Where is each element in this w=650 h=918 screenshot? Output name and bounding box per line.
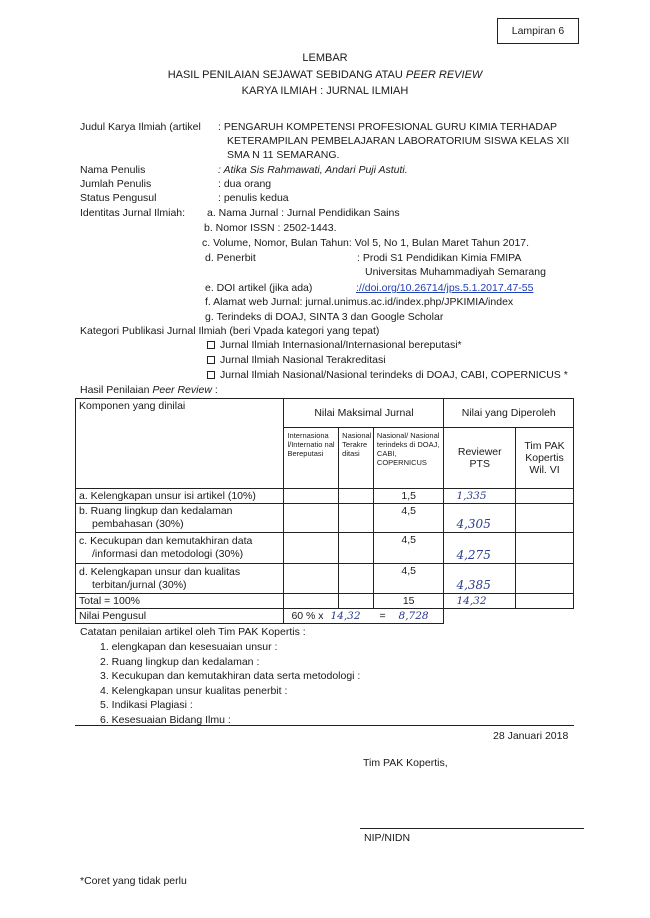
pengusul-formula <box>284 609 444 624</box>
row-b-label-1: b. Ruang lingkup dan kedalaman <box>79 505 233 517</box>
title-peer-review: PEER REVIEW <box>405 69 483 81</box>
header-internasional: Internasiona l/Internatio nal Bereputasi <box>284 428 339 489</box>
checkbox-internasional[interactable] <box>207 341 215 349</box>
footnote: *Coret yang tidak perlu <box>80 875 187 887</box>
kategori-option-terindeks[interactable] <box>207 369 568 381</box>
row-b-tim-pak <box>516 504 574 533</box>
title-hasil-prefix: HASIL PENILAIAN SEJAWAT SEBIDANG ATAU <box>167 69 406 81</box>
judul-value-3: SMA N 11 SEMARANG. <box>227 149 340 161</box>
pengusul-hand-value: 14,32 <box>330 610 361 622</box>
table-row-pengusul <box>76 609 574 624</box>
total-internasional <box>284 594 339 609</box>
penilaian-table <box>75 398 574 624</box>
alamat-web: f. Alamat web Jurnal: jurnal.unimus.ac.id/index.php/JPKIMIA/index <box>205 296 514 308</box>
jumlah-value: : dua orang <box>218 178 272 190</box>
row-d-label-1: d. Kelengkapan unsur dan kualitas <box>79 565 241 578</box>
judul-value-2: KETERAMPILAN PEMBELAJARAN LABORATORIUM SISWA KELAS XII <box>227 135 570 147</box>
doi-link[interactable]: ://doi.org/10.26714/jps.5.1.2017.47-55 <box>356 282 534 294</box>
jurnal-volume: c. Volume, Nomor, Bulan Tahun: Vol 5, No 1, Bulan Maret Tahun 2017. <box>202 237 530 249</box>
catatan-item-3: 3. Kecukupan dan kemutakhiran data serta metodologi : <box>100 670 361 682</box>
row-c-label-1: c. Kecukupan dan kemutakhiran data <box>79 535 253 547</box>
kategori-option-internasional[interactable] <box>207 339 462 351</box>
terindeks: g. Terindeks di DOAJ, SINTA 3 dan Google Scholar <box>205 311 444 323</box>
title-lembar: LEMBAR <box>302 52 348 64</box>
catatan-item-6: 6. Kesesuaian Bidang Ilmu : <box>100 714 231 726</box>
row-c-label-2: /informasi dan metodologi (30%) <box>92 548 244 560</box>
row-b-max: 4,5 <box>373 504 444 533</box>
nip-nidn: NIP/NIDN <box>364 832 411 844</box>
row-c-label <box>76 533 284 564</box>
header-nasional: Nasional Terakre ditasi <box>339 428 374 489</box>
pengusul-result: 8,728 <box>398 610 429 622</box>
table-header-row-1 <box>76 399 574 428</box>
row-a-nasional <box>339 489 374 504</box>
hasil-peer-review: Peer Review <box>152 384 212 396</box>
kategori-option-terakreditasi[interactable] <box>207 354 386 366</box>
kategori-option-1-label: Jurnal Ilmiah Internasional/Internasional bereputasi* <box>220 339 462 351</box>
row-b-label-2: pembahasan (30%) <box>92 518 184 530</box>
row-a-label-text: a. Kelengkapan unsur isi artikel (10%) <box>79 490 256 502</box>
hasil-prefix: Hasil Penilaian <box>80 384 153 396</box>
jurnal-penerbit-label: d. Penerbit <box>205 252 256 264</box>
catatan-item-5: 5. Indikasi Plagiasi : <box>100 699 193 711</box>
status-value: : penulis kedua <box>218 192 289 204</box>
title-karya-ilmiah: KARYA ILMIAH : JURNAL ILMIAH <box>241 85 409 97</box>
identitas-label: Identitas Jurnal Ilmiah: <box>80 207 186 219</box>
pengusul-empty-2 <box>516 609 574 624</box>
row-b-label <box>76 504 284 533</box>
row-c-tim-pak <box>516 533 574 564</box>
header-reviewer: Reviewer PTS <box>444 428 516 489</box>
row-c-nasional <box>339 533 374 564</box>
pengusul-formula-text: 60 % x <box>291 610 324 622</box>
total-reviewer: 14,32 <box>444 594 516 609</box>
pengusul-empty-1 <box>444 609 516 624</box>
total-tim-pak <box>516 594 574 609</box>
total-nasional <box>339 594 374 609</box>
catatan-item-1: 1. elengkapan dan kesesuaian unsur : <box>100 641 278 653</box>
kategori-option-3-label: Jurnal Ilmiah Nasional/Nasional terindeks di DOAJ, CABI, COPERNICUS * <box>220 369 568 381</box>
catatan-bottom-line <box>75 725 574 726</box>
lampiran-box: Lampiran 6 <box>497 18 579 44</box>
row-c-reviewer: 4,275 <box>444 533 516 564</box>
row-b-nasional <box>339 504 374 533</box>
row-a-reviewer: 1,335 <box>444 489 516 504</box>
row-d-max: 4,5 <box>373 564 444 594</box>
doi-label: e. DOI artikel (jika ada) <box>205 282 313 294</box>
row-d-tim-pak <box>516 564 574 594</box>
tim-pak-signature-label: Tim PAK Kopertis, <box>363 757 448 769</box>
jurnal-issn: b. Nomor ISSN : 2502-1443. <box>204 222 337 234</box>
table-row <box>76 504 574 533</box>
header-nasional-indeks: Nasional/ Nasional terindeks di DOAJ, CABI, COPERNICUS <box>373 428 444 489</box>
row-b-internasional <box>284 504 339 533</box>
table-row-total <box>76 594 574 609</box>
jurnal-penerbit-value-1: : Prodi S1 Pendidikan Kimia FMIPA <box>357 252 522 264</box>
row-a-label <box>76 489 284 504</box>
penulis-value: : Atika Sis Rahmawati, Andari Puji Astuti. <box>218 164 408 176</box>
date: 28 Januari 2018 <box>493 730 569 742</box>
penulis-label: Nama Penulis <box>80 164 146 176</box>
header-tim-pak: Tim PAK Kopertis Wil. VI <box>516 428 574 489</box>
total-label: Total = 100% <box>76 594 284 609</box>
row-a-tim-pak <box>516 489 574 504</box>
kategori-option-2-label: Jurnal Ilmiah Nasional Terakreditasi <box>220 354 386 366</box>
catatan-item-2: 2. Ruang lingkup dan kedalaman : <box>100 656 260 668</box>
row-d-label <box>76 564 284 594</box>
table-row <box>76 533 574 564</box>
checkbox-terindeks[interactable] <box>207 371 215 379</box>
judul-label: Judul Karya Ilmiah (artikel <box>80 121 201 133</box>
checkbox-terakreditasi[interactable] <box>207 356 215 364</box>
row-b-reviewer: 4,305 <box>444 504 516 533</box>
row-a-internasional <box>284 489 339 504</box>
total-max: 15 <box>373 594 444 609</box>
pengusul-label: Nilai Pengusul <box>76 609 284 624</box>
row-a-max: 1,5 <box>373 489 444 504</box>
pengusul-equals: = <box>379 610 386 622</box>
table-row <box>76 564 574 594</box>
status-label: Status Pengusul <box>80 192 157 204</box>
catatan-item-4: 4. Kelengkapan unsur kualitas penerbit : <box>100 685 288 697</box>
kategori-label: Kategori Publikasi Jurnal Ilmiah (beri Vpada kategori yang tepat) <box>80 325 380 337</box>
row-d-reviewer: 4,385 <box>444 564 516 594</box>
jurnal-penerbit-value-2: Universitas Muhammadiyah Semarang <box>365 266 546 278</box>
header-nilai-maksimal: Nilai Maksimal Jurnal <box>284 399 444 428</box>
title-hasil-penilaian <box>0 69 650 81</box>
row-c-internasional <box>284 533 339 564</box>
table-row <box>76 489 574 504</box>
jumlah-label: Jumlah Penulis <box>80 178 152 190</box>
row-d-label-2: terbitan/jurnal (30%) <box>92 578 187 591</box>
header-nilai-diperoleh: Nilai yang Diperoleh <box>444 399 574 428</box>
hasil-penilaian-label <box>80 384 218 396</box>
row-c-max: 4,5 <box>373 533 444 564</box>
catatan-label: Catatan penilaian artikel oleh Tim PAK Kopertis : <box>80 626 306 638</box>
jurnal-nama: a. Nama Jurnal : Jurnal Pendidikan Sains <box>207 207 400 219</box>
row-d-nasional <box>339 564 374 594</box>
row-d-internasional <box>284 564 339 594</box>
signature-line <box>360 828 584 829</box>
header-komponen: Komponen yang dinilai <box>76 399 284 489</box>
hasil-suffix: : <box>211 384 218 396</box>
judul-value-1: : PENGARUH KOMPETENSI PROFESIONAL GURU KIMIA TERHADAP <box>218 121 557 133</box>
